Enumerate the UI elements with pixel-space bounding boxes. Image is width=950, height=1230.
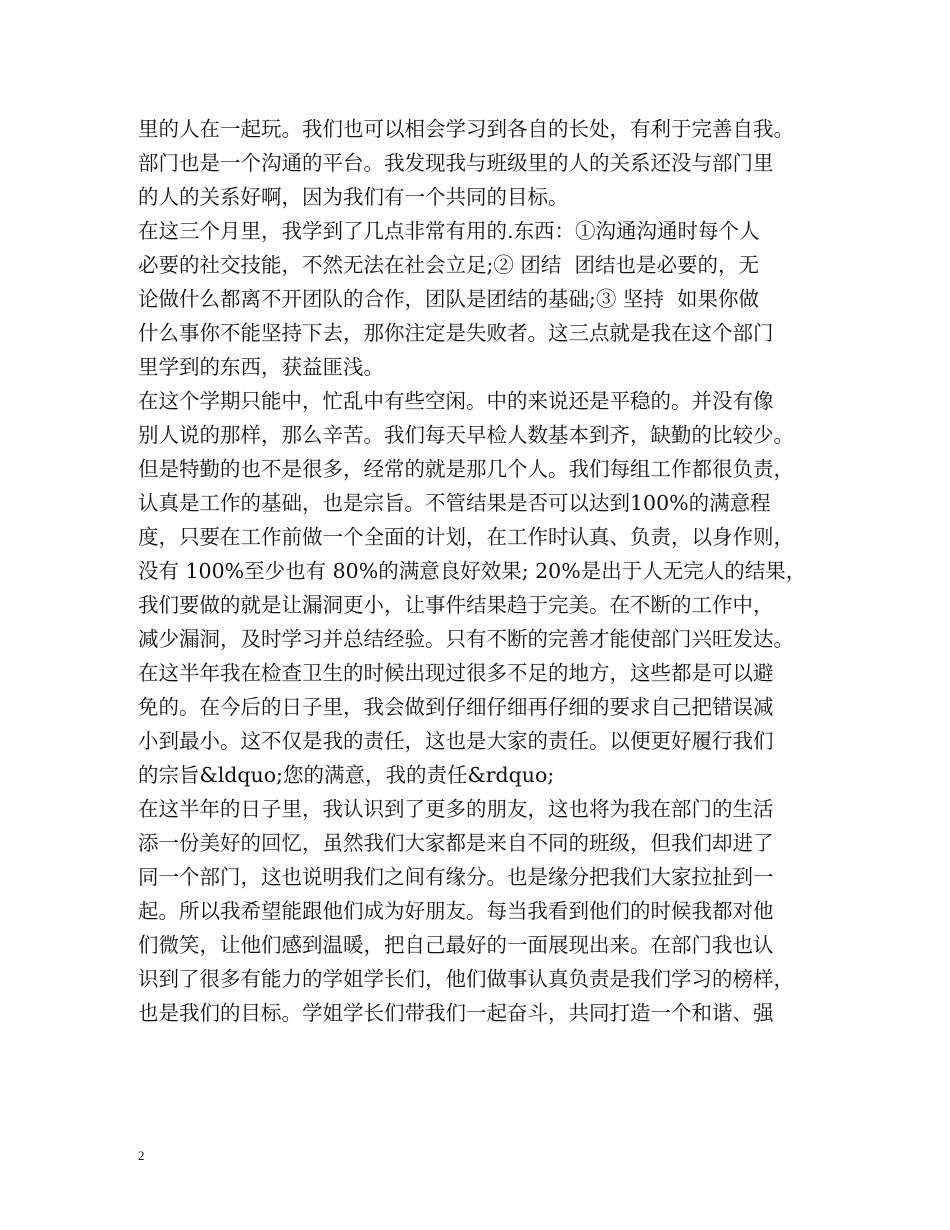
text-line: 什么事你不能坚持下去，那你注定是失败者。这三点就是我在这个部门: [138, 321, 774, 345]
text-line: 里学到的东西，获益匪浅。: [138, 355, 384, 379]
text-line: 必要的社交技能，不然无法在社会立足;② 团结 团结也是必要的，无: [138, 253, 759, 277]
text-line: 在这半年我在检查卫生的时候出现过很多不足的地方，这些都是可以避: [138, 661, 774, 685]
text-line: 在这半年的日子里，我认识到了更多的朋友，这也将为我在部门的生活: [138, 797, 774, 821]
text-line: 小到最小。这不仅是我的责任，这也是大家的责任。以便更好履行我们: [138, 729, 774, 753]
text-line: 起。所以我希望能跟他们成为好朋友。每当我看到他们的时候我都对他: [138, 899, 774, 923]
text-line: 的宗旨&ldquo;您的满意，我的责任&rdquo;: [138, 763, 555, 787]
text-line: 的人的关系好啊，因为我们有一个共同的目标。: [138, 185, 569, 209]
text-line: 添一份美好的回忆，虽然我们大家都是来自不同的班级，但我们却进了: [138, 831, 774, 855]
text-line: 认真是工作的基础，也是宗旨。不管结果是否可以达到100%的满意程: [138, 491, 771, 515]
text-line: 在这三个月里，我学到了几点非常有用的.东西：①沟通沟通时每个人: [138, 219, 760, 243]
text-line: 没有 100%至少也有 80%的满意良好效果; 20%是出于人无完人的结果，: [138, 559, 807, 583]
text-line: 识到了很多有能力的学姐学长们，他们做事认真负责是我们学习的榜样，: [138, 967, 794, 991]
text-line: 也是我们的目标。学姐学长们带我们一起奋斗，共同打造一个和谐、强: [138, 1001, 774, 1025]
text-line: 免的。在今后的日子里，我会做到仔细仔细再仔细的要求自己把错误减: [138, 695, 774, 719]
text-line: 里的人在一起玩。我们也可以相会学习到各自的长处，有利于完善自我。: [138, 117, 794, 141]
text-line: 我们要做的就是让漏洞更小，让事件结果趋于完美。在不断的工作中，: [138, 593, 774, 617]
text-line: 度，只要在工作前做一个全面的计划，在工作时认真、负责，以身作则，: [138, 525, 794, 549]
document-body: [138, 112, 828, 1030]
text-line: 但是特勤的也不是很多，经常的就是那几个人。我们每组工作都很负责，: [138, 457, 794, 481]
text-line: 别人说的那样，那么辛苦。我们每天早检人数基本到齐，缺勤的比较少。: [138, 423, 794, 447]
text-line: 们微笑，让他们感到温暖，把自己最好的一面展现出来。在部门我也认: [138, 933, 774, 957]
page-number: 2: [138, 1148, 145, 1163]
text-line: 论做什么都离不开团队的合作，团队是团结的基础;③ 坚持 如果你做: [138, 287, 759, 311]
text-line: 在这个学期只能中，忙乱中有些空闲。中的来说还是平稳的。并没有像: [138, 389, 774, 413]
text-line: 同一个部门，这也说明我们之间有缘分。也是缘分把我们大家拉扯到一: [138, 865, 774, 889]
text-line: 减少漏洞，及时学习并总结经验。只有不断的完善才能使部门兴旺发达。: [138, 627, 794, 651]
text-line: 部门也是一个沟通的平台。我发现我与班级里的人的关系还没与部门里: [138, 151, 774, 175]
